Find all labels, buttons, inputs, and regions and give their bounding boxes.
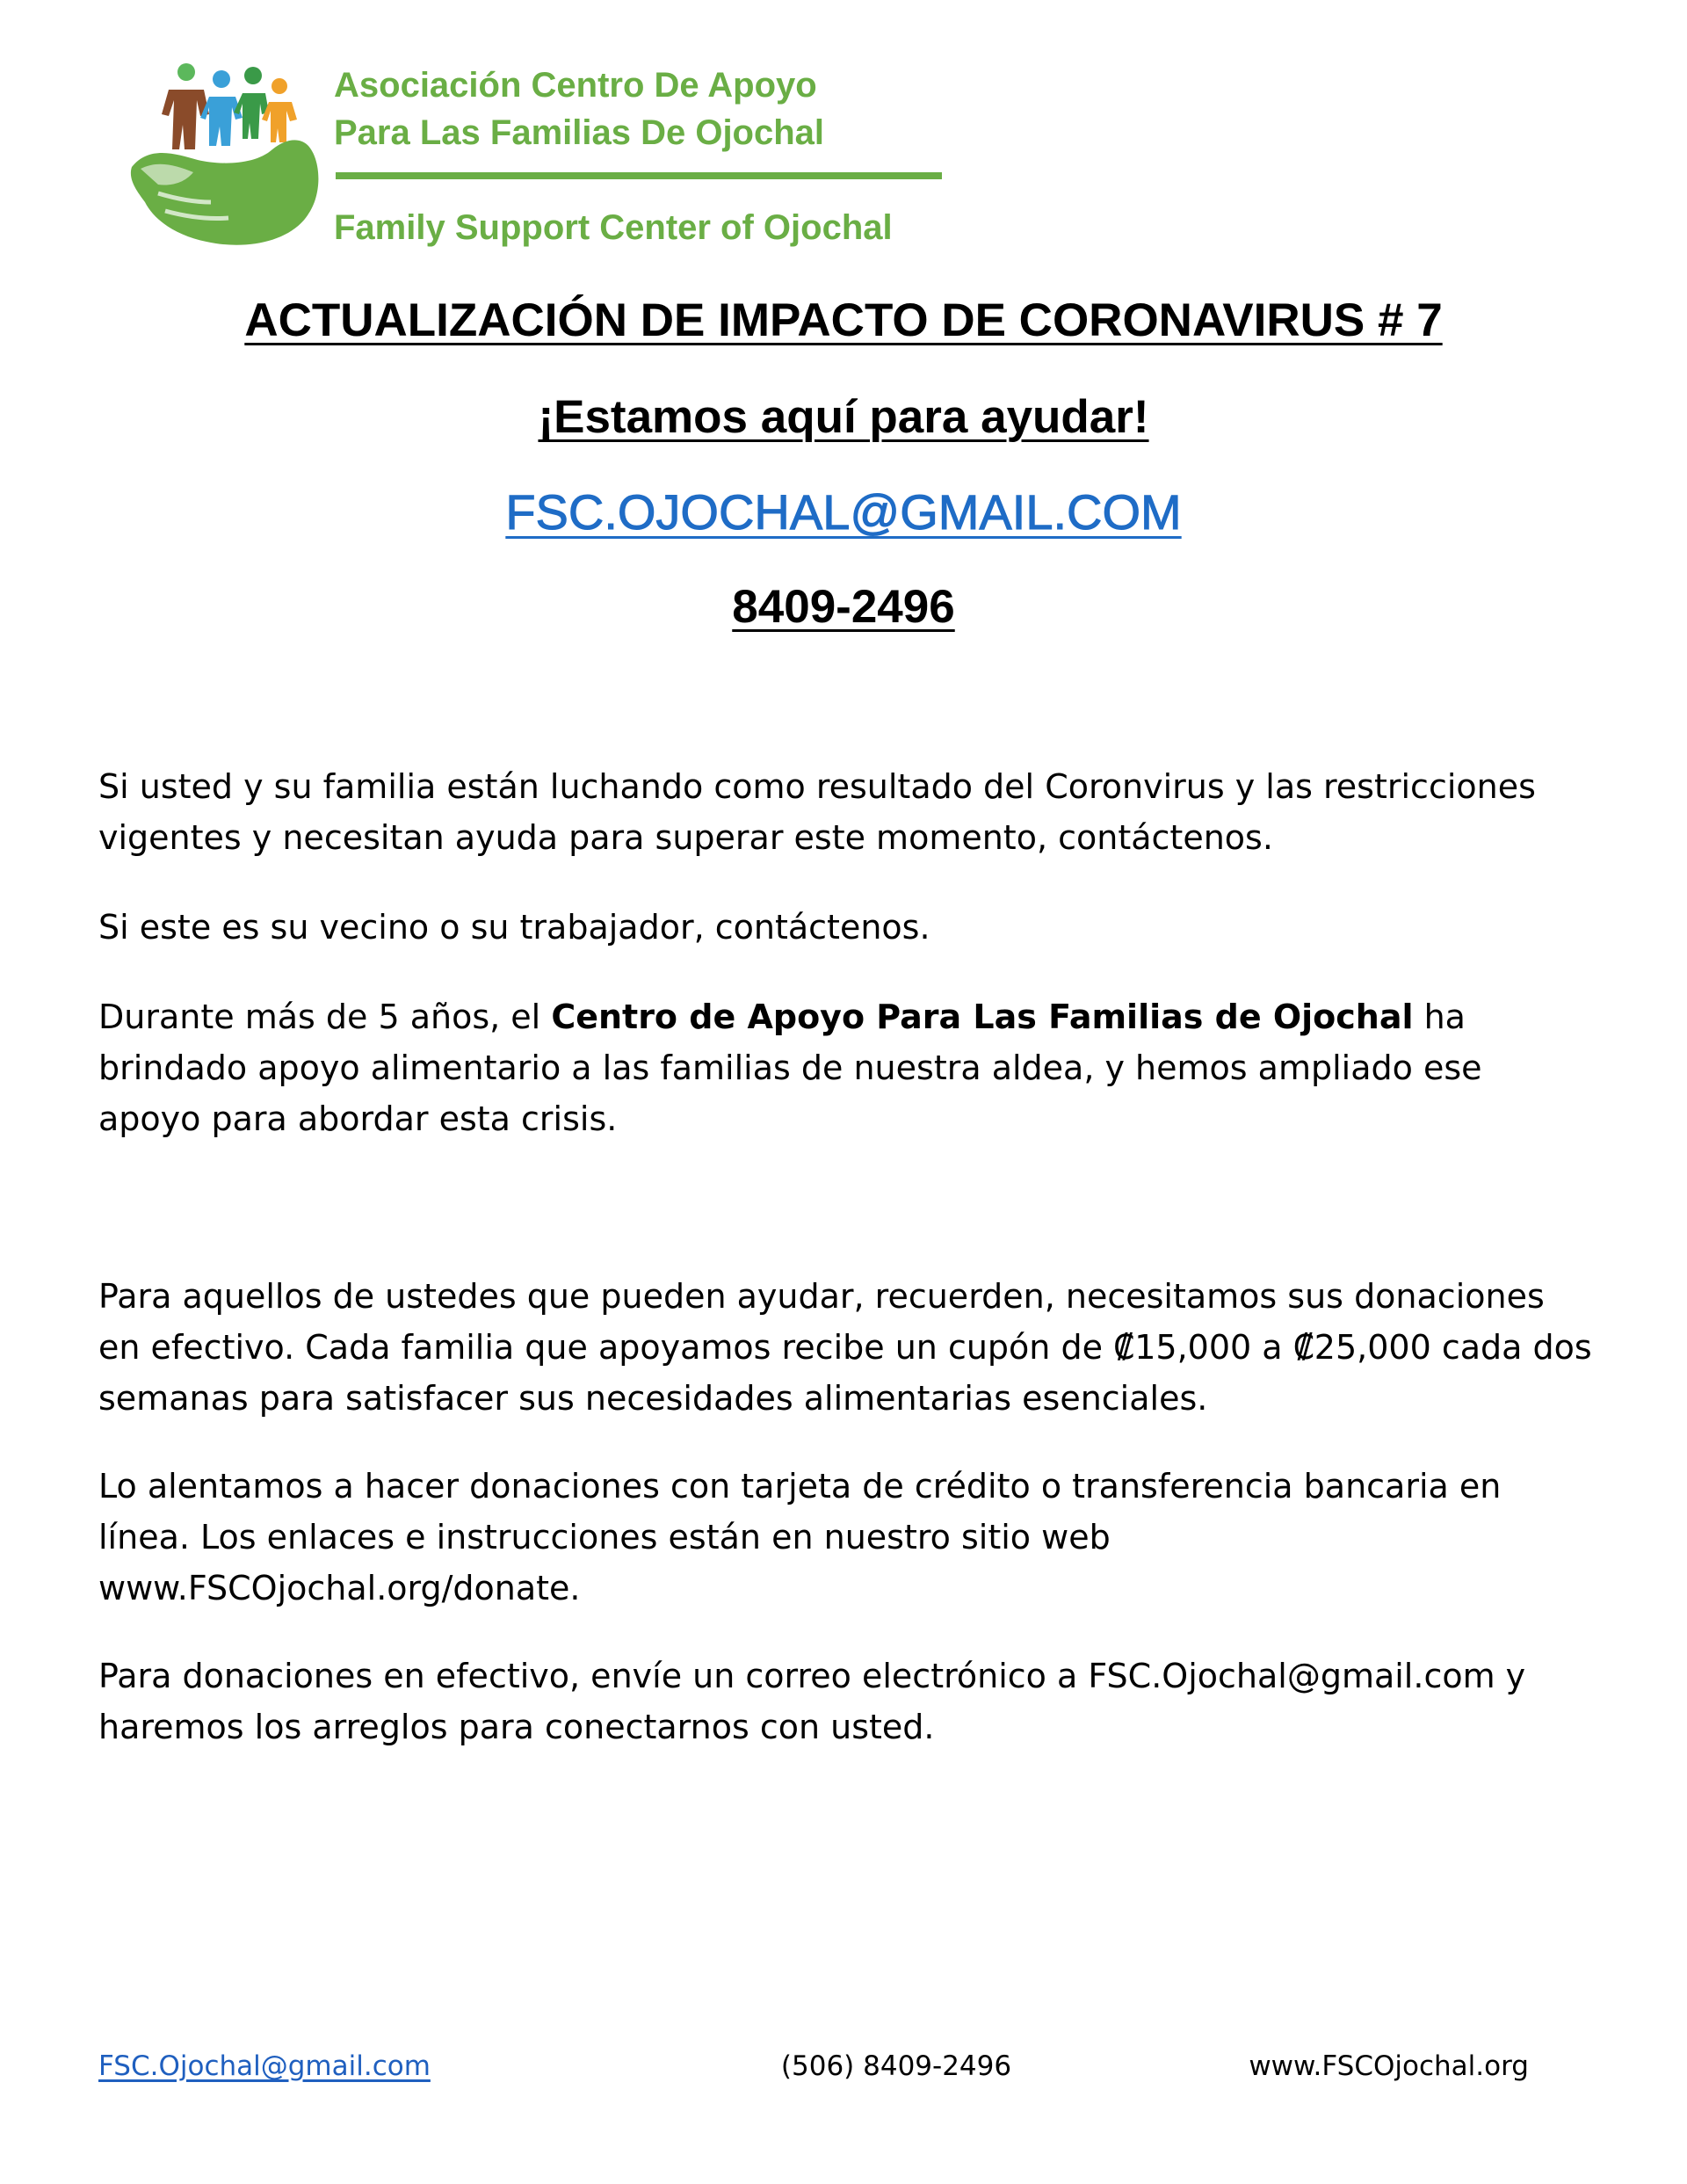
paragraph-6: Para donaciones en efectivo, envíe un correo electrónico a FSC.Ojochal@gmail.com y haremos los arreglos para conectarnos con usted. [98, 1657, 1526, 1746]
org-name-line-2: Para Las Familias De Ojochal [334, 113, 825, 152]
paragraph-3-end: ha brindado apoyo alimentario a las familias de nuestra aldea, y hemos ampliado ese apoyo para abordar esta crisis. [98, 998, 1482, 1138]
org-name-spanish [334, 62, 824, 156]
footer-website: www.FSCOjochal.org [1249, 2050, 1529, 2082]
page-title: ACTUALIZACIÓN DE IMPACTO DE CORONAVIRUS # 7 [244, 294, 1443, 346]
paragraph-2: Si este es su vecino o su trabajador, contáctenos. [98, 908, 930, 947]
footer-phone: (506) 8409-2496 [780, 2050, 1012, 2082]
footer-email-link[interactable]: FSC.Ojochal@gmail.com [98, 2050, 431, 2082]
paragraph-1: Si usted y su familia están luchando como resultado del Coronvirus y las restricciones vigentes y necesitan ayuda para superar este momento, contáctenos. [98, 767, 1536, 857]
paragraph-3-start: Durante más de 5 años, el [98, 998, 552, 1036]
org-name-line-1: Asociación Centro De Apoyo [334, 66, 817, 105]
org-name-english: Family Support Center of Ojochal [334, 208, 893, 247]
paragraph-3 [98, 991, 1592, 1144]
contact-phone: 8409-2496 [732, 581, 955, 633]
paragraph-5: Lo alentamos a hacer donaciones con tarjeta de crédito o transferencia bancaria en línea. Los enlaces e instrucciones están en nuestro sitio web www.FSCOjochal.org/donate. [98, 1467, 1502, 1607]
family-hand-logo-icon [123, 62, 325, 250]
page-subtitle: ¡Estamos aquí para ayudar! [538, 391, 1149, 443]
paragraph-4: Para aquellos de ustedes que pueden ayudar, recuerden, necesitamos sus donaciones en efectivo. Cada familia que apoyamos recibe un cupón de ₡15,000 a ₡25,000 cada dos semanas para satisfacer sus necesidades alimentarias esenciales. [98, 1277, 1592, 1418]
contact-email-link[interactable]: FSC.OJOCHAL@GMAIL.COM [505, 484, 1182, 540]
header-divider [336, 172, 942, 179]
paragraph-3-org-name: Centro de Apoyo Para Las Familias de Ojochal [551, 998, 1414, 1036]
